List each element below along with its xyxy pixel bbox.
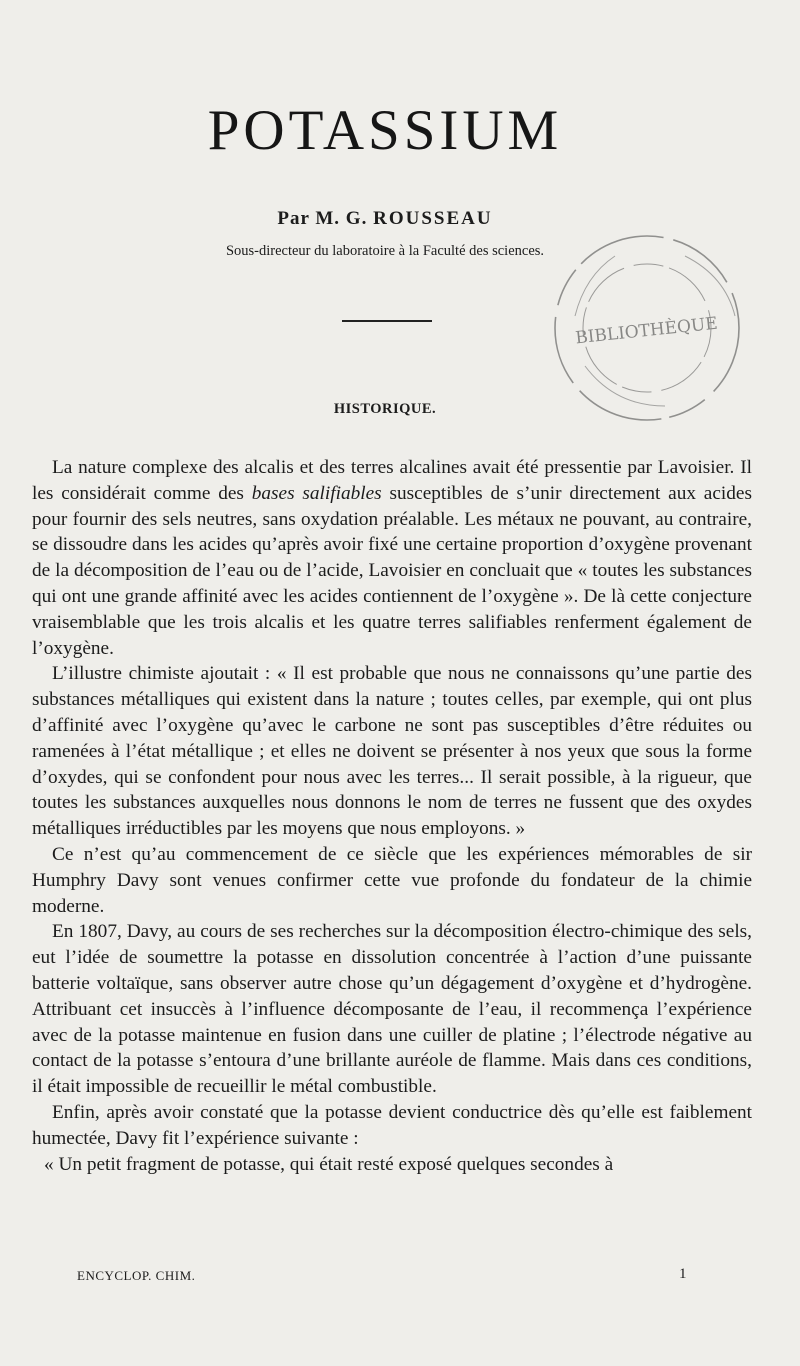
author-name: ROUSSEAU	[373, 208, 493, 229]
paragraph-2: L’illustre chimiste ajoutait : « Il est probable que nous ne connaissons qu’une partie des substances métalliques qui existent dans la nature ; toutes celles, par exemple, qui ont plus d’affinité avec l’oxygène qu’avec le carbone ne sont pas susceptibles d’être réduites ou ramenées à l’état métallique ; et elles ne doivent se présenter à nos yeux que sous la forme d’oxydes, qui se confondent pour nous avec les terres... Il serait possible, à la rigueur, que toutes les substances auxquelles nous donnons le nom de terres ne fussent que des oxydes métalliques irréductibles par les moyens que nous employons. »	[32, 663, 752, 840]
paragraph-6: « Un petit fragment de potasse, qui était resté exposé quelques secondes à	[44, 1153, 614, 1175]
author-affiliation: Sous-directeur du laboratoire à la Faculté des sciences.	[225, 243, 545, 259]
paragraph-4: En 1807, Davy, au cours de ses recherches sur la décomposition électro-chimique des sels, eut l’idée de soumettre la potasse en dissolution concentrée à l’action d’une puissante batterie voltaïque, sans observer autre chose qu’un dégagement d’oxygène et d’hydrogène. Attribuant cet insuccès à l’influence décomposante de l’eau, il recommença l’expérience avec de la potasse maintenue en fusion dans une cuiller de platine ; l’électrode négative au contact de la potasse s’entoura d’une brillante auréole de flamme. Mais dans ces conditions, il était impossible de recueillir le métal combustible.	[32, 921, 752, 1098]
author-prefix: Par M. G.	[277, 208, 368, 229]
section-heading: HISTORIQUE.	[333, 401, 437, 417]
paragraph-5: Enfin, après avoir constaté que la potasse devient conductrice dès qu’elle est faiblement humectée, Davy fit l’expérience suivante :	[32, 1101, 752, 1149]
stamp-text: BIBLIOTHÈQUE	[574, 313, 719, 349]
body-text	[32, 455, 752, 1177]
footer-signature: ENCYCLOP. CHIM.	[77, 1268, 196, 1283]
title-divider	[342, 320, 432, 322]
page-number: 1	[679, 1266, 687, 1282]
emphasis-bases-salifiables: bases salifiables	[251, 482, 382, 504]
page-title: POTASSIUM	[207, 99, 563, 162]
paragraph-1: La nature complexe des alcalis et des terres alcalines avait été pressentie par Lavoisier. Il les considérait comme des bases salifiables susceptibles de s’unir directement aux acides pour fournir des sels neutres, sans oxydation préalable. Les métaux ne pouvant, au contraire, se dissoudre dans les acides qu’après avoir fixé une certaine proportion d’oxygène provenant de la décomposition de l’eau ou de l’acide, Lavoisier en concluait que « toutes les substances qui ont une grande affinité avec les acides contiennent de l’oxygène ». De là cette conjecture vraisemblable que les trois alcalis et les quatre terres salifiables renferment également de l’oxygène.	[32, 457, 752, 659]
paragraph-3: Ce n’est qu’au commencement de ce siècle que les expériences mémorables de sir Humphry Davy sont venues confirmer cette vue profonde du fondateur de la chimie moderne.	[32, 843, 752, 917]
